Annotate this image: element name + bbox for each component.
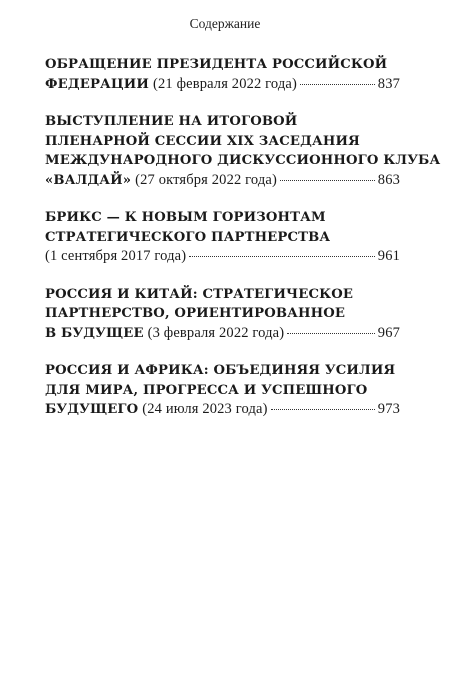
toc-entry-page-number: 961	[377, 248, 400, 264]
dot-leader	[189, 256, 375, 257]
toc-entry-title-line: ПАРТНЕРСТВО, ОРИЕНТИРОВАННОЕ	[45, 306, 346, 321]
toc-entry-5[interactable]	[45, 361, 400, 420]
page-header-title: Содержание	[189, 16, 261, 31]
toc-entry-title-line: ДЛЯ МИРА, ПРОГРЕССА И УСПЕШНОГО	[45, 382, 368, 398]
toc-entry-date: (3 февраля 2022 года)	[147, 324, 285, 341]
toc-entry-1[interactable]	[45, 55, 400, 94]
toc-entry-page-number: 973	[377, 401, 400, 417]
toc-entry-date: (24 июля 2023 года)	[142, 401, 268, 417]
toc-entry-page-number: 837	[377, 75, 400, 92]
toc-entry-title-line: ВЫСТУПЛЕНИЕ НА ИТОГОВОЙ	[45, 114, 298, 129]
toc-entry-title-end: «ВАЛДАЙ»	[45, 172, 132, 188]
toc-entry-title-line: СТРАТЕГИЧЕСКОГО ПАРТНЕРСТВА	[45, 229, 331, 245]
toc-entry-date: (21 февраля 2022 года)	[153, 75, 297, 92]
toc-entry-page-number: 967	[377, 324, 400, 341]
toc-entry-last-line	[45, 324, 400, 344]
dot-leader	[300, 84, 375, 85]
toc-entry-last-line	[45, 247, 400, 267]
toc-entry-last-line	[45, 171, 400, 191]
table-of-contents	[45, 55, 441, 438]
toc-entry-title-line: БРИКС — К НОВЫМ ГОРИЗОНТАМ	[45, 210, 326, 225]
toc-entry-title-line: РОССИЯ И АФРИКА: ОБЪЕДИНЯЯ УСИЛИЯ	[45, 363, 396, 378]
toc-entry-2[interactable]	[45, 112, 441, 190]
dot-leader	[271, 409, 375, 410]
toc-entry-3[interactable]	[45, 208, 400, 267]
toc-entry-date: (1 сентября 2017 года)	[45, 248, 187, 264]
toc-entry-title-line: ПЛЕНАРНОЙ СЕССИИ XIX ЗАСЕДАНИЯ	[45, 133, 360, 149]
toc-entry-title-line: ОБРАЩЕНИЕ ПРЕЗИДЕНТА РОССИЙСКОЙ	[45, 57, 388, 72]
toc-entry-title-line: МЕЖДУНАРОДНОГО ДИСКУССИОННОГО КЛУБА	[45, 153, 441, 168]
dot-leader	[280, 180, 375, 181]
toc-entry-title-end: ФЕДЕРАЦИИ	[45, 76, 150, 92]
toc-entry-title-end: В БУДУЩЕЕ	[45, 325, 144, 341]
dot-leader	[287, 333, 375, 334]
toc-entry-4[interactable]	[45, 285, 400, 344]
toc-entry-last-line	[45, 75, 400, 95]
toc-entry-title-line: РОССИЯ И КИТАЙ: СТРАТЕГИЧЕСКОЕ	[45, 286, 354, 302]
toc-entry-page-number: 863	[377, 171, 400, 188]
toc-entry-title-end: БУДУЩЕГО	[45, 402, 139, 417]
toc-entry-last-line	[45, 400, 400, 420]
toc-entry-date: (27 октября 2022 года)	[135, 171, 277, 188]
